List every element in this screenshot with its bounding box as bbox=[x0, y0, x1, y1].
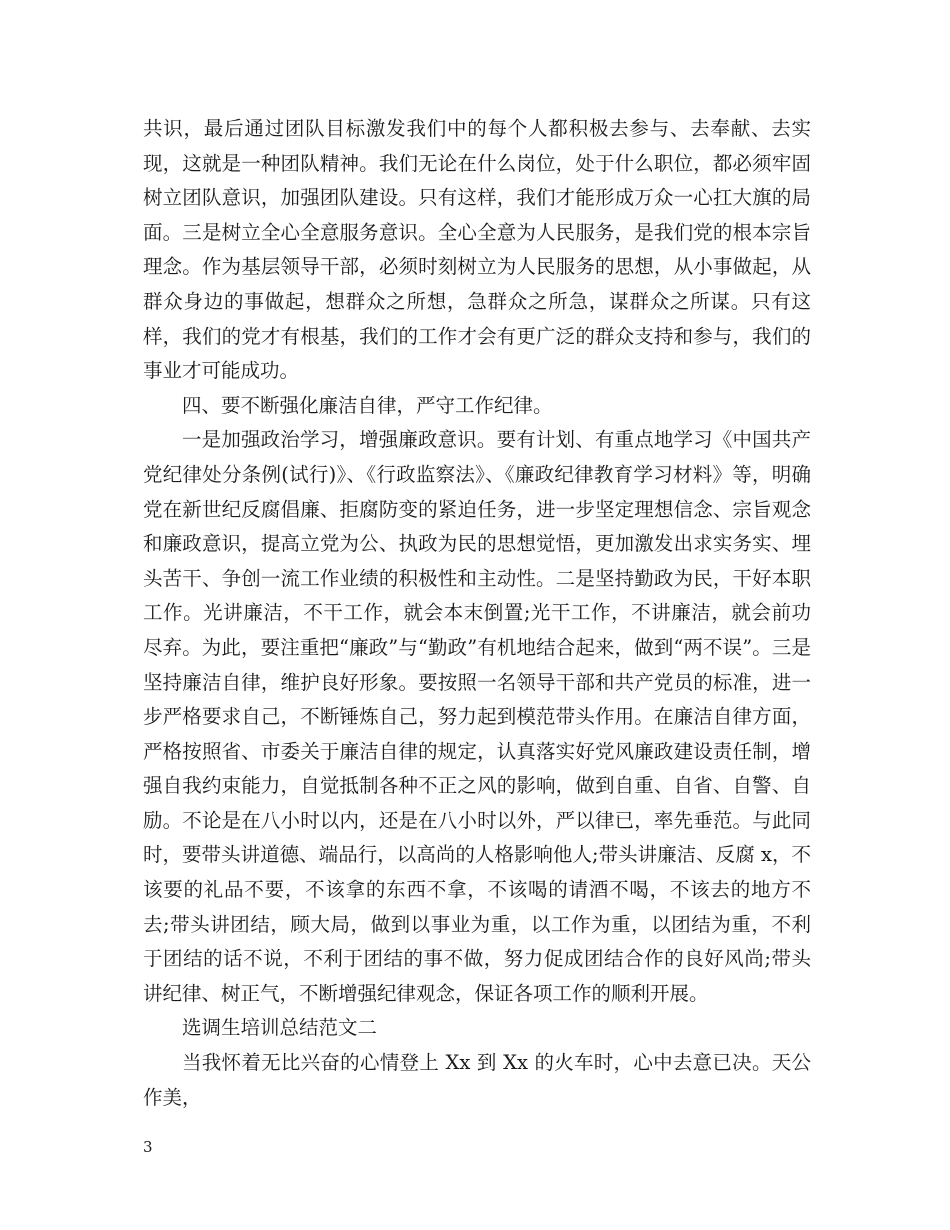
article-title-two: 选调生培训总结范文二 bbox=[182, 1016, 378, 1040]
document-body bbox=[143, 112, 811, 1115]
paragraph-train-journey: 当我怀着无比兴奋的心情登上 Xx 到 Xx 的火车时，心中去意已决。天公作美， bbox=[143, 1051, 811, 1109]
page-number: 3 bbox=[143, 1138, 153, 1156]
paragraph-integrity: 一是加强政治学习，增强廉政意识。要有计划、有重点地学习《中国共产党纪律处分条例(试行)》、《行政监察法》、《廉政纪律教育学习材料》等，明确党在新世纪反腐倡廉、拒腐防变的紧迫任务，进一步坚定理想信念、宗旨观念和廉政意识，提高立党为公、执政为民的思想觉悟，更加激发出求实务实、埋头苦干、争创一流工作业绩的积极性和主动性。二是坚持勤政为民，干好本职工作。光讲廉洁，不干工作，就会本末倒置;光干工作，不讲廉洁，就会前功尽弃。为此，要注重把“廉政”与“勤政”有机地结合起来，做到“两不误”。三是坚持廉洁自律，维护良好形象。要按照一名领导干部和共产党员的标准，进一步严格要求自己，不断锤炼自己，努力起到模范带头作用。在廉洁自律方面，严格按照省、市委关于廉洁自律的规定，认真落实好党风廉政建设责任制，增强自我约束能力，自觉抵制各种不正之风的影响，做到自重、自省、自警、自励。不论是在八小时以内，还是在八小时以外，严以律已，率先垂范。与此同时，要带头讲道德、端品行，以高尚的人格影响他人;带头讲廉洁、反腐 x，不该要的礼品不要，不该拿的东西不拿，不该喝的请酒不喝，不该去的地方不去;带头讲团结，顾大局，做到以事业为重，以工作为重，以团结为重，不利于团结的话不说，不利于团结的事不做，努力促成团结合作的良好风尚;带头讲纪律、树正气，不断增强纪律观念，保证各项工作的顺利开展。 bbox=[143, 428, 811, 1005]
section-heading-integrity: 四、要不断强化廉洁自律，严守工作纪律。 bbox=[182, 393, 553, 417]
paragraph-team-spirit: 共识，最后通过团队目标激发我们中的每个人都积极去参与、去奉献、去实现，这就是一种团队精神。我们无论在什么岗位，处于什么职位，都必须牢固树立团队意识，加强团队建设。只有这样，我们才能形成万众一心扛大旗的局面。三是树立全心全意服务意识。全心全意为人民服务，是我们党的根本宗旨理念。作为基层领导干部，必须时刻树立为人民服务的思想，从小事做起，从群众身边的事做起，想群众之所想，急群众之所急，谋群众之所谋。只有这样，我们的党才有根基，我们的工作才会有更广泛的群众支持和参与，我们的事业才可能成功。 bbox=[143, 117, 811, 383]
